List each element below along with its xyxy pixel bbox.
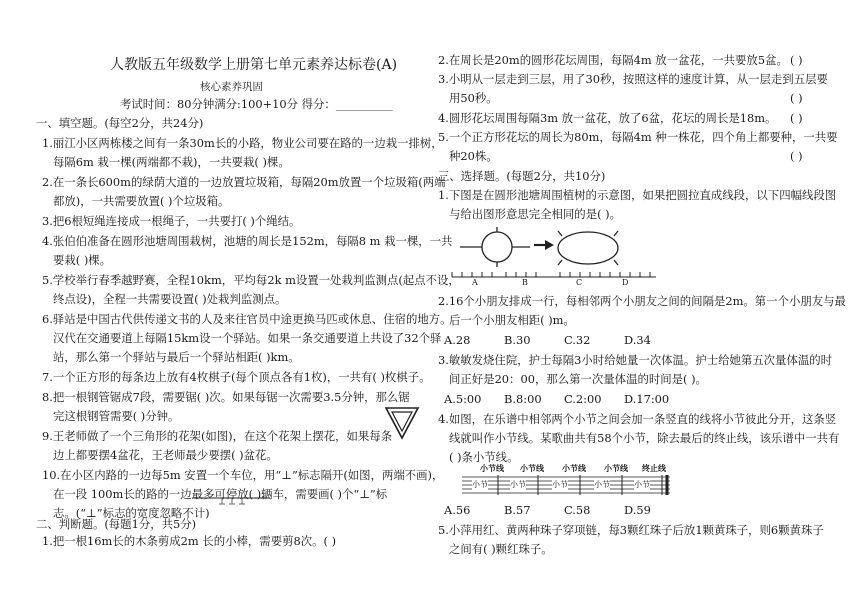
q5-line2: 终点设)，全程一共需要设置( )处栽判监测点。 xyxy=(53,292,287,306)
c1-line1: 1.下图是在圆形池塘周围植树的示意图，如果把圆拉直成线段，以下四幅线段图 xyxy=(438,188,837,202)
c3-line2: 间正好是20：00，那么第一次量体温的时间是( )。 xyxy=(449,372,707,386)
segment-option-d xyxy=(604,272,656,277)
section-choice-heading: 三、选择题。(每题2分，共10分) xyxy=(438,169,606,183)
exam-title: 人教版五年级数学上册第七单元素养达标卷(A) xyxy=(110,57,398,73)
c3-line1: 3.敏敏发烧住院，护士每隔3小时给她量一次体温。护士给她第五次量体温的时 xyxy=(438,353,833,367)
j5-line1: 5.一个正方形花坛的周长为80m，每隔4m 种一株花，四个角上都要种，一共要 xyxy=(438,130,838,144)
exam-info-text: 考试时间：80分钟满分:100+10分 得分： xyxy=(120,97,336,111)
barline-label-2: 小节线 xyxy=(520,463,544,473)
j3-answer-paren: ( ) xyxy=(790,91,803,105)
q4-line1: 4.张伯伯准备在圆形池塘周围栽树，池塘的周长是152m，每隔8 m 栽一棵，一共 xyxy=(42,234,453,248)
segment-option-c xyxy=(554,272,606,277)
c2-option-c: C.32 xyxy=(564,333,591,347)
staff-cell-2: 小节 xyxy=(510,480,526,489)
segment-label-a: A xyxy=(472,278,478,287)
segment-label-c: C xyxy=(576,278,583,287)
segment-option-a xyxy=(452,272,504,277)
c2-option-b: B.30 xyxy=(504,333,531,347)
q8-line2: 完这根钢管需要( )分钟。 xyxy=(53,409,180,423)
segment-option-b xyxy=(502,272,556,277)
q2-line2: 都放)，一共需要放置( )个垃圾箱。 xyxy=(53,194,230,208)
staff-cell-4: 小节 xyxy=(594,480,610,489)
q2-line1: 2.在一条长600m的绿荫大道的一边放置垃圾箱，每隔20m放置一个垃圾箱(两端 xyxy=(42,175,446,189)
barline-label-4: 小节线 xyxy=(604,463,628,473)
q6-line1: 6.驿站是中国古代供传递文书的人及来往官员中途更换马匹或休息、住宿的地方。 xyxy=(42,312,452,326)
arrow-icon xyxy=(533,238,557,252)
q10-line1: 10.在小区内路的一边每5m 安置一个车位，用“⊥”标志隔开(如图，两端不画)， xyxy=(42,468,444,482)
segment-label-d: D xyxy=(622,278,629,287)
c3-option-b: B.8:00 xyxy=(504,392,542,406)
c4-option-b: B.57 xyxy=(504,503,531,517)
barline-label-3: 小节线 xyxy=(562,463,586,473)
c5-line2: 之间有( )颗红珠子。 xyxy=(449,542,553,556)
j2-line1: 2.在周长是20m的圆形花坛周围，每隔4m 放一盆花，一共要放5盆。 xyxy=(438,53,788,67)
q4-line2: 要栽( )棵。 xyxy=(53,253,112,267)
q10-line2: 在一段 100m长的路的一边最多可停放( )辆车，需要画( )个“⊥”标 xyxy=(53,487,388,501)
triangle-flower-stand-figure xyxy=(384,406,420,440)
segment-label-b: B xyxy=(522,278,528,287)
c2-option-d: D.34 xyxy=(624,333,651,347)
section-judge-heading: 二、判断题。(每题1分，共5分) xyxy=(36,517,197,531)
exam-info xyxy=(120,97,393,111)
q1-line2: 每隔6m 栽一棵(两端都不栽)，一共要栽( )棵。 xyxy=(53,155,290,169)
c4-line2: 线就叫作小节线。某歌曲共有58个小节，除去最后的终止线，该乐谱中一共有 xyxy=(449,431,840,445)
q9-line2: 边上都要摆4盆花，王老师最少要摆( )盆花。 xyxy=(53,448,278,462)
score-blank: __________ xyxy=(335,97,393,111)
pond-ellipse-figure xyxy=(556,226,620,270)
c5-line1: 5.小萍用红、黄两种珠子穿项链，每3颗红珠子后放1颗黄珠子，则6颗黄珠子 xyxy=(438,523,824,537)
c4-line3: ( )条小节线。 xyxy=(449,450,519,464)
c1-line2: 与给出图形意思完全相同的是( )。 xyxy=(449,207,621,221)
c4-option-d: D.59 xyxy=(624,503,651,517)
c3-option-a: A.5:00 xyxy=(444,392,482,406)
q9-line1: 9.王老师做了一个三角形的花架(如图)，在这个花架上摆花，如果每条 xyxy=(42,429,393,443)
c2-line2: 后一个小朋友相距( )m。 xyxy=(449,313,575,327)
c2-line1: 2.16个小朋友排成一行，每相邻两个小朋友之间的间隔是2m。第一个小朋友与最 xyxy=(438,294,846,308)
q6-line3: 站，那么第一个驿站与最后一个驿站相距( )km。 xyxy=(53,350,300,364)
j1-line1: 1.把一根16m长的木条剪成2m 长的小棒，需要剪8次。( ) xyxy=(42,534,337,548)
q8-line1: 8.把一根钢管锯成7段，需要锯( )次。如果每锯一次需要3.5分钟，那么锯 xyxy=(42,390,410,404)
c3-option-c: C.2:00 xyxy=(564,392,602,406)
j4-answer-paren: ( ) xyxy=(790,111,803,125)
c4-option-a: A.56 xyxy=(444,503,471,517)
c4-line1: 4.如图，在乐谱中相邻两个小节之间会加一条竖直的线将小节彼此分开，这条竖 xyxy=(438,412,837,426)
j3-line1: 3.小明从一层走到三层，用了30秒，按照这样的速度计算，从一层走到五层要 xyxy=(438,72,828,86)
j2-answer-paren: ( ) xyxy=(790,53,803,67)
barline-label-1: 小节线 xyxy=(480,463,504,473)
q3-line1: 3.把6根短绳连接成一根绳子，一共要打( )个绳结。 xyxy=(42,214,301,228)
staff-cell-3: 小节 xyxy=(552,480,568,489)
endline-label: 终止线 xyxy=(642,463,666,473)
segment-options-figure xyxy=(450,268,790,290)
q6-line2: 汉代在交通要道上每隔15km设一个驿站。如果一条交通要道上共设了32个驿 xyxy=(53,331,442,345)
c3-option-d: D.17:00 xyxy=(624,392,670,406)
c4-option-c: C.58 xyxy=(564,503,591,517)
q1-line1: 1.丽江小区两栋楼之间有一条30m长的小路，物业公司要在路的一边栽一排树， xyxy=(42,136,443,150)
parking-mark-figure xyxy=(192,492,272,506)
j3-line2: 用50秒。 xyxy=(449,91,498,105)
c2-option-a: A.28 xyxy=(444,333,471,347)
j4-line1: 4.圆形花坛周围每隔3m 放一盆花，放了6盆，花坛的周长是18m。 xyxy=(438,111,777,125)
q5-line1: 5.学校举行春季越野赛，全程10km，平均每2k m设置一处栽判监测点(起点不设， xyxy=(42,273,460,287)
exam-subtitle: 核心素养巩固 xyxy=(200,81,263,93)
j5-line2: 种20株。 xyxy=(449,149,498,163)
q7-line1: 7.一个正方形的每条边上放有4枚棋子(每个顶点各有1枚)，一共有( )枚棋子。 xyxy=(42,370,431,384)
q10-line3: 志。(“⊥”标志的宽度忽略不计) xyxy=(53,506,210,520)
j5-answer-paren: ( ) xyxy=(790,149,803,163)
staff-cell-1: 小节 xyxy=(472,480,488,489)
staff-cell-5: 小节 xyxy=(634,480,650,489)
section-fill-heading: 一、填空题。(每空2分，共24分) xyxy=(36,116,204,130)
